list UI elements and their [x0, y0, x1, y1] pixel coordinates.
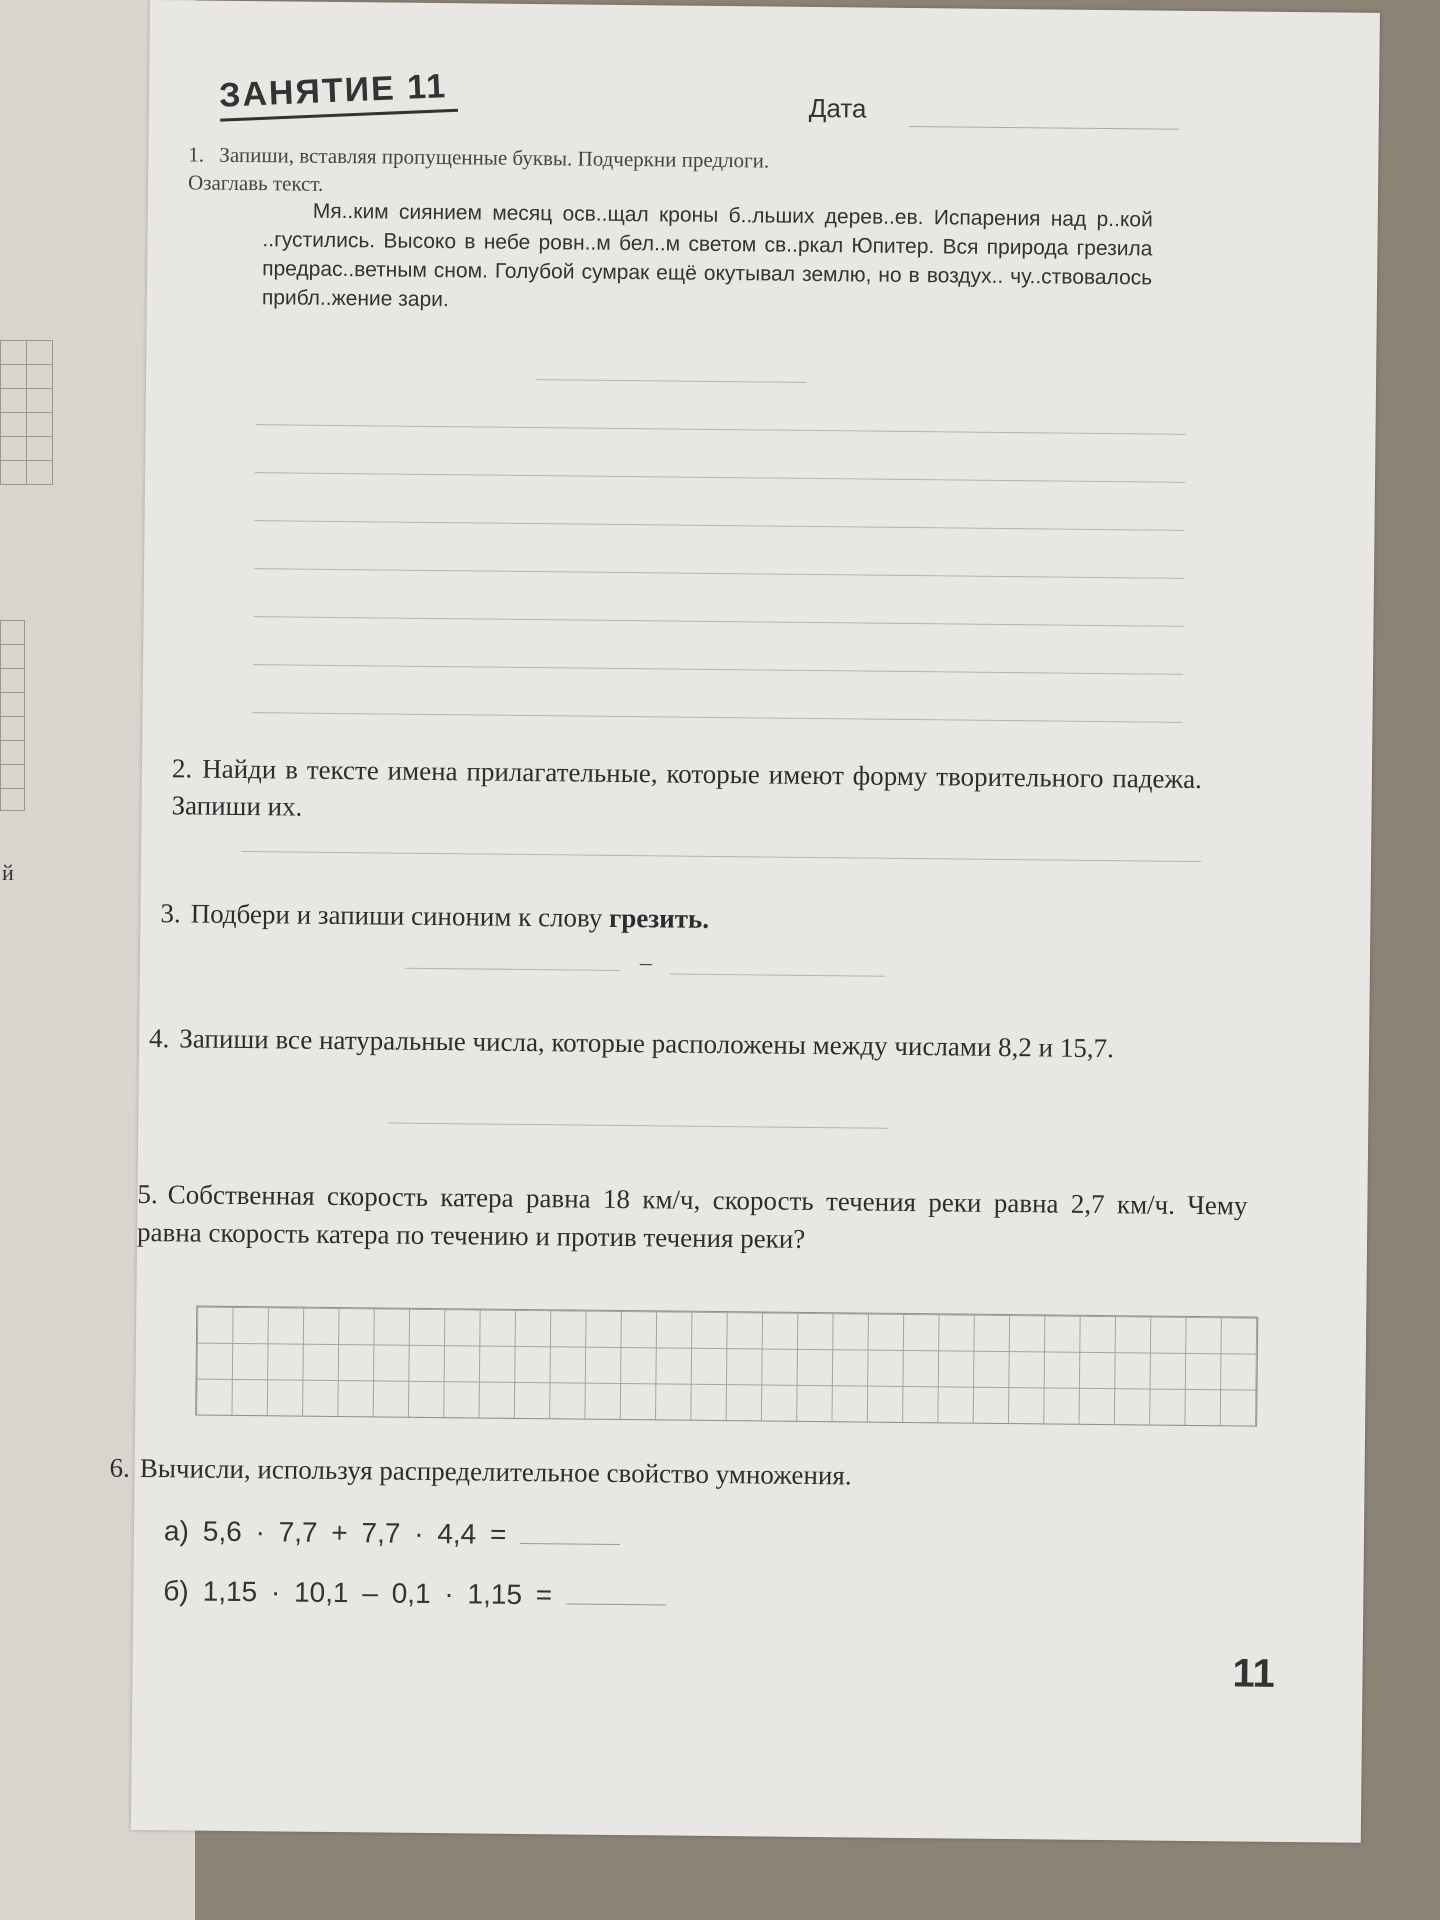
task6-b-expression: 1,15 · 10,1 – 0,1 · 1,15 = [202, 1575, 553, 1611]
task3-answer-line-right[interactable] [670, 973, 885, 976]
workbook-page [109, 0, 1380, 1843]
task1-writing-line[interactable] [254, 568, 1184, 579]
left-page-fragment: й [2, 860, 14, 885]
task1-number: 1. [188, 142, 205, 167]
task5-text: Собственная скорость катера равна 18 км/ч, скорость течения реки равна 2,7 км/ч. Чему равна скорость катера по течению и против течения реки? [136, 1179, 1248, 1254]
task1-writing-line[interactable] [255, 472, 1185, 483]
task3 [160, 895, 1210, 943]
task6 [109, 1450, 1209, 1499]
task6-a-label: а) [163, 1515, 190, 1547]
task3-number: 3. [160, 898, 181, 929]
task4-answer-line[interactable] [388, 1123, 888, 1129]
task3-keyword: грезить. [608, 902, 710, 934]
task2 [171, 750, 1202, 835]
task4 [149, 1020, 1229, 1068]
left-page-grid-bottom [0, 620, 25, 811]
lesson-title [218, 67, 448, 116]
task5-number: 5. [137, 1178, 158, 1210]
task2-text: Найди в тексте имена прилагательные, которые имеют форму творительного падежа. Запиши их. [171, 753, 1203, 822]
task6-b [163, 1575, 680, 1612]
task1-writing-line[interactable] [253, 712, 1183, 723]
task6-a [164, 1515, 635, 1552]
task6-text: Вычисли, используя распределительное свойство умножения. [139, 1452, 852, 1491]
task3-answer-line-left[interactable] [405, 968, 620, 971]
task1-passage [262, 196, 1153, 321]
task6-number: 6. [109, 1452, 131, 1483]
task3-dash: – [639, 950, 653, 977]
task1-writing-line[interactable] [255, 520, 1185, 531]
task1-writing-line[interactable] [254, 616, 1184, 627]
lesson-title-text: ЗАНЯТИЕ 11 [218, 67, 448, 115]
task6-a-answer-line[interactable] [520, 1543, 620, 1545]
task1-title-line[interactable] [536, 379, 806, 383]
task2-answer-line[interactable] [241, 851, 1201, 862]
task6-b-label: б) [163, 1575, 189, 1607]
task1-instruction-line2: Озаглавь текст. [187, 170, 324, 196]
task1-writing-line[interactable] [256, 424, 1186, 435]
task3-text: Подбери и запиши синоним к слову [190, 898, 603, 933]
page-number: 11 [1232, 1651, 1276, 1696]
task5 [137, 1175, 1248, 1263]
date-label: Дата [808, 92, 867, 124]
task1-passage-text: Мя..ким сиянием месяц осв..щал кроны б..льших дерев..ев. Испарения над р..кой ..густились. Высоко в небе ровн..м бел..м светом св..ркал Юпитер. Вся природа грезила предрас..ветным сном. Голубой сумрак ещё окутывал землю, но в воздух.. чу..ствовалось прибл..жение зари. [261, 199, 1153, 312]
task1-instruction-line1: Запиши, вставляя пропущенные буквы. Подчеркни предлоги. [219, 142, 770, 173]
task1-writing-line[interactable] [253, 664, 1183, 675]
task5-answer-grid[interactable] [195, 1306, 1258, 1427]
task2-number: 2. [171, 753, 193, 784]
date-field-line[interactable] [909, 126, 1179, 130]
task4-text: Запиши все натуральные числа, которые расположены между числами 8,2 и 15,7. [179, 1023, 1115, 1064]
left-page-grid-top [0, 340, 53, 485]
task4-number: 4. [148, 1023, 170, 1054]
task6-a-expression: 5,6 · 7,7 + 7,7 · 4,4 = [202, 1515, 507, 1550]
task6-b-answer-line[interactable] [566, 1603, 666, 1605]
